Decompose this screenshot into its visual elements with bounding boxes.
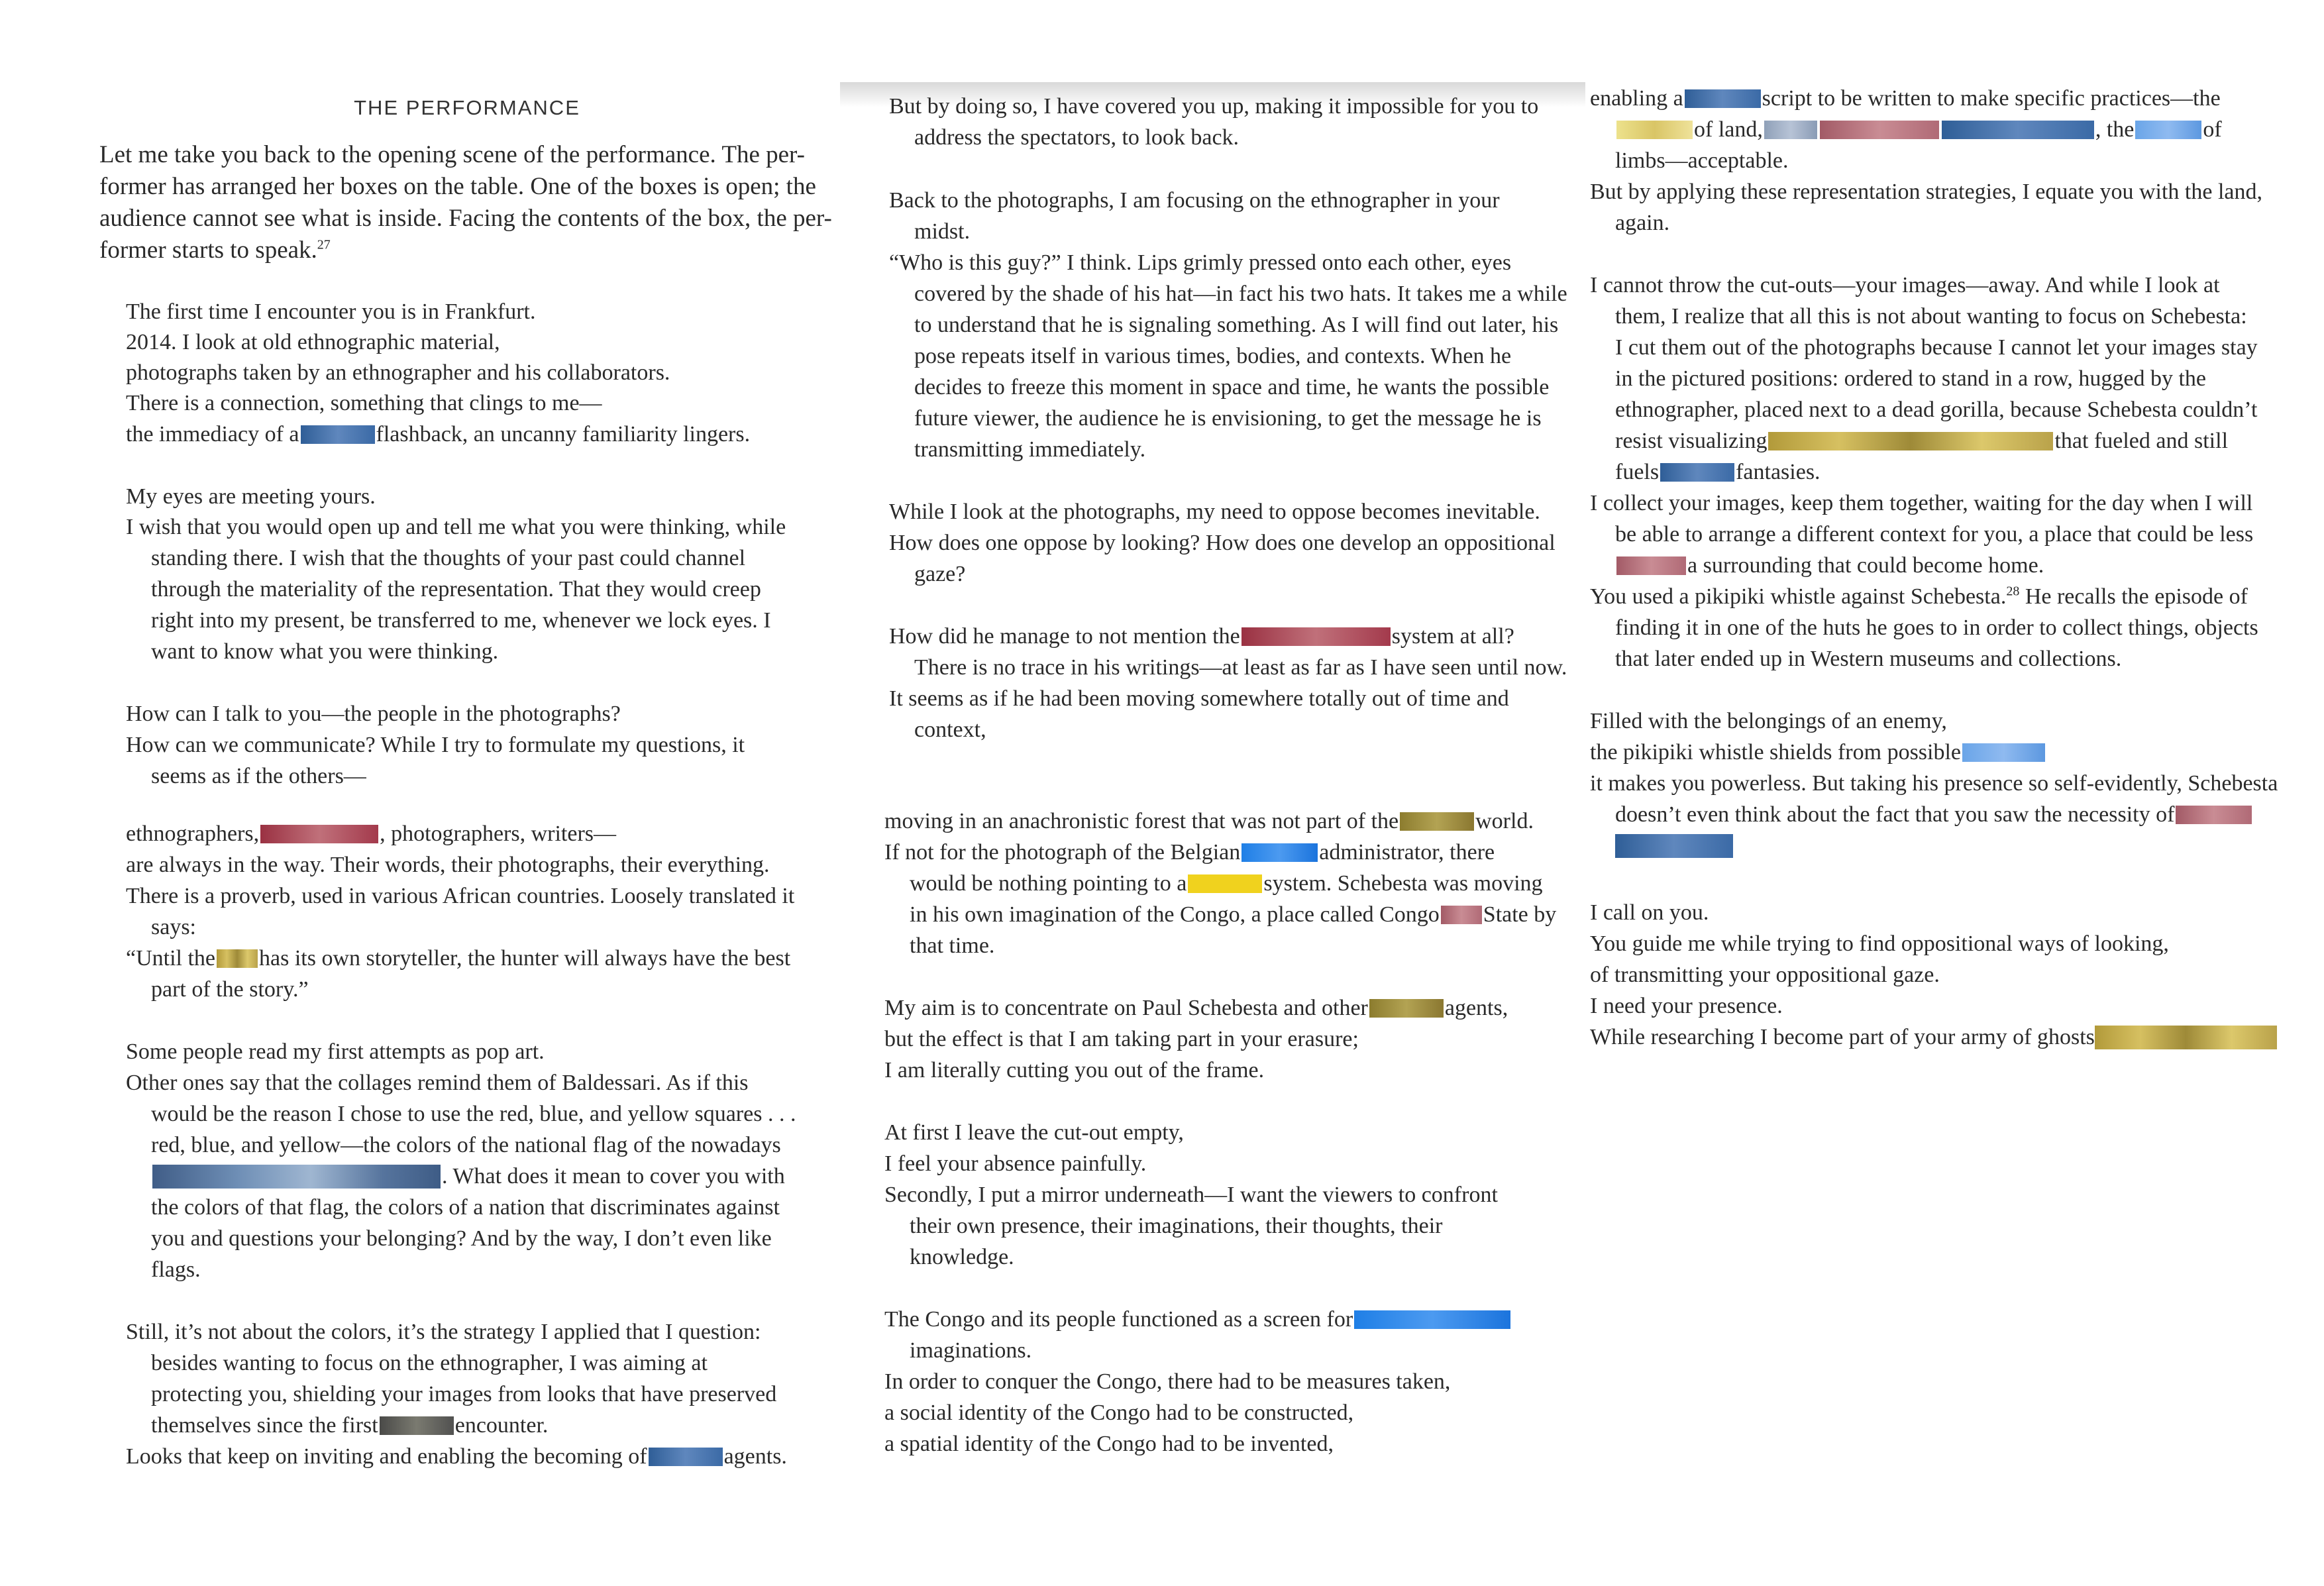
text-line: that later ended up in Western museums and collections. (1615, 647, 2122, 671)
text-fragment: agents, (1444, 996, 1508, 1020)
text-line: protecting you, shielding your images from looks that have preserved (151, 1382, 777, 1406)
text-fragment: flashback, an uncanny familiarity lingers. (376, 422, 751, 447)
text-fragment: the pikipiki whistle shields from possible (1590, 740, 1962, 765)
text-line: There is a proverb, used in various African countries. Loosely translated it (126, 884, 795, 908)
text-line: Filled with the belongings of an enemy, (1590, 709, 1947, 733)
photo-cutout (152, 1165, 441, 1189)
text-line (910, 869, 1587, 899)
photo-cutout (1188, 874, 1262, 893)
photo-cutout (1820, 121, 1939, 139)
text-line: I feel your absence painfully. (884, 1151, 1147, 1176)
text-line: a social identity of the Congo had to be constructed, (884, 1401, 1354, 1425)
text-line: But by applying these representation strategies, I equate you with the land, (1590, 180, 2263, 204)
text-line: gaze? (914, 562, 966, 586)
text-fragment: that fueled and still (2054, 429, 2229, 453)
photo-cutout (260, 825, 378, 843)
text-line: imaginations. (910, 1338, 1032, 1363)
text-line: It seems as if he had been moving somewhere totally out of time and (889, 686, 1509, 711)
text-fragment: in his own imagination of the Congo, a place called Congo (910, 902, 1440, 927)
text-line: Other ones say that the collages remind them of Baldessari. As if this (126, 1071, 749, 1095)
text-fragment: Looks that keep on inviting and enabling the becoming of (126, 1444, 647, 1469)
text-line: future viewer, the audience he is envisioning, to get the message he is (914, 406, 1542, 431)
text-line: There is a connection, something that clings to me— (126, 391, 602, 415)
photo-line (1615, 831, 2299, 861)
text-fragment: You used a pikipiki whistle against Schebesta. (1590, 584, 2007, 609)
text-fragment: My aim is to concentrate on Paul Schebesta and other (884, 996, 1368, 1020)
text-line: through the materiality of the representation. That they would creep (151, 577, 761, 602)
text-line: The first time I encounter you is in Frankfurt. (126, 299, 536, 324)
text-line (126, 819, 835, 849)
text-line (884, 1304, 1587, 1335)
text-fragment: doesn’t even think about the fact that you saw the necessity of (1615, 802, 2175, 827)
text-line: Some people read my first attempts as pop art. (126, 1039, 545, 1064)
text-line: be able to arrange a different context for you, a place that could be less (1615, 522, 2254, 547)
text-line (884, 806, 1587, 837)
text-fragment: moving in an anachronistic forest that was not part of the (884, 809, 1399, 833)
text-fragment: has its own storyteller, the hunter will always have the best (259, 946, 791, 971)
text-fragment: a surrounding that could become home. (1687, 553, 2044, 578)
text-line (884, 837, 1587, 868)
text-fragment: resist visualizing (1615, 429, 1768, 453)
text-line: “Who is this guy?” I think. Lips grimly pressed onto each other, eyes (889, 250, 1512, 275)
intro-line (99, 235, 835, 266)
text-fragment: enabling a (1590, 86, 1683, 111)
text-line: says: (151, 915, 196, 939)
text-line: context, (914, 717, 986, 742)
text-line: that time. (910, 933, 995, 958)
text-line (1590, 582, 2299, 612)
text-line: I cut them out of the photographs because I cannot let your images stay (1615, 335, 2258, 360)
text-line (1615, 426, 2299, 456)
text-line: Back to the photographs, I am focusing on the ethnographer in your (889, 188, 1500, 213)
text-fragment: The Congo and its people functioned as a screen for (884, 1307, 1353, 1332)
photo-cutout (1354, 1310, 1510, 1329)
text-line: part of the story.” (151, 977, 309, 1002)
text-line: of transmitting your oppositional gaze. (1590, 963, 1940, 987)
text-line: How can I talk to you—the people in the photographs? (126, 702, 621, 726)
photo-cutout (380, 1416, 454, 1435)
text-line (1615, 551, 2299, 581)
text-line: the colors of that flag, the colors of a nation that discriminates against (151, 1195, 780, 1220)
photo-cutout (2095, 1026, 2277, 1049)
text-line: to understand that he is signaling something. As I will find out later, his (914, 313, 1559, 337)
photo-cutout (1616, 121, 1693, 139)
text-line: I am literally cutting you out of the frame. (884, 1058, 1265, 1083)
photo-cutout (1400, 812, 1474, 831)
text-line: I wish that you would open up and tell me what you were thinking, while (126, 515, 786, 539)
section-heading: THE PERFORMANCE (354, 96, 580, 119)
photo-cutout (1369, 999, 1444, 1018)
photo-cutout (1241, 627, 1391, 646)
text-line (1615, 115, 2299, 145)
photo-cutout (1660, 463, 1734, 482)
text-fragment: administrator, there (1319, 840, 1495, 865)
photo-cutout (2176, 806, 2252, 824)
text-line: flags. (151, 1257, 201, 1282)
photo-cutout (649, 1448, 723, 1466)
text-fragment: . What does it mean to cover you with (442, 1164, 785, 1189)
text-fragment: of (2203, 117, 2222, 142)
text-line: My eyes are meeting yours. (126, 484, 376, 509)
text-line: would be the reason I chose to use the red, blue, and yellow squares . . . (151, 1102, 796, 1126)
photo-cutout (1768, 432, 2053, 450)
text-line: ethnographer, placed next to a dead gorilla, because Schebesta couldn’t (1615, 397, 2258, 422)
text-fragment: encounter. (454, 1413, 549, 1438)
text-line (1590, 737, 2299, 768)
text-line: them, I realize that all this is not about wanting to focus on Schebesta: (1615, 304, 2247, 329)
text-line: it makes you powerless. But taking his presence so self-evidently, Schebesta (1590, 771, 2278, 796)
text-line: You guide me while trying to find oppositional ways of looking, (1590, 931, 2169, 956)
photo-cutout (301, 425, 375, 444)
text-fragment: would be nothing pointing to a (910, 871, 1187, 896)
text-line: standing there. I wish that the thoughts of your past could channel (151, 546, 746, 570)
text-line: In order to conquer the Congo, there had to be measures taken, (884, 1369, 1451, 1394)
text-line: There is no trace in his writings—at least as far as I have seen until now. (914, 655, 1567, 680)
text-fragment: of land, (1694, 117, 1763, 142)
text-fragment: fantasies. (1736, 460, 1821, 484)
text-fragment: system at all? (1391, 624, 1514, 649)
text-line: in the pictured positions: ordered to stand in a row, hugged by the (1615, 366, 2207, 391)
text-line (151, 1410, 835, 1441)
text-line: are always in the way. Their words, their photographs, their everything. (126, 853, 770, 877)
text-fragment: themselves since the first (151, 1413, 378, 1438)
text-line: want to know what you were thinking. (151, 639, 499, 664)
text-fragment: world. (1475, 809, 1534, 833)
text-fragment: He recalls the episode of (2025, 584, 2248, 609)
footnote-marker: 27 (317, 237, 331, 252)
text-line: But by doing so, I have covered you up, making it impossible for you to (889, 94, 1539, 119)
text-fragment: , photographers, writers— (380, 821, 617, 846)
text-fragment: While researching I become part of your army of ghosts (1590, 1025, 2095, 1049)
text-line: I cannot throw the cut-outs—your images—away. And while I look at (1590, 273, 2220, 297)
text-line (884, 993, 1587, 1024)
text-line: again. (1615, 211, 1670, 235)
photo-cutout (1685, 89, 1761, 108)
intro-text: former starts to speak. (99, 237, 317, 264)
text-fragment: “Until the (126, 946, 216, 971)
text-line: pose repeats itself in various times, bodies, and contexts. When he (914, 344, 1512, 368)
text-line: transmitting immediately. (914, 437, 1146, 462)
text-line: I call on you. (1590, 900, 1709, 925)
text-line: At first I leave the cut-out empty, (884, 1120, 1184, 1145)
text-line (910, 900, 1587, 930)
photo-cutout (1764, 121, 1817, 139)
text-line: How does one oppose by looking? How does one develop an oppositional (889, 531, 1556, 555)
text-fragment: fuels (1615, 460, 1660, 484)
text-line (126, 943, 835, 974)
photo-cutout (1241, 843, 1318, 862)
text-line (126, 1442, 835, 1472)
text-fragment: How did he manage to not mention the (889, 624, 1240, 649)
text-fragment: agents. (723, 1444, 787, 1469)
intro-line: former has arranged her boxes on the table. One of the boxes is open; the (99, 173, 816, 200)
text-fragment: the immediacy of a (126, 422, 299, 447)
text-line: their own presence, their imaginations, their thoughts, their (910, 1214, 1443, 1238)
text-line (126, 419, 835, 450)
text-line: Still, it’s not about the colors, it’s the strategy I applied that I question: (126, 1320, 761, 1344)
text-line: red, blue, and yellow—the colors of the national flag of the nowadays (151, 1133, 781, 1157)
text-line (1615, 457, 2299, 488)
text-line (151, 1161, 835, 1192)
photo-cutout (1962, 743, 2045, 762)
text-fragment: system. Schebesta was moving (1263, 871, 1543, 896)
text-line: photographs taken by an ethnographer and his collaborators. (126, 360, 670, 385)
footnote-marker: 28 (2006, 584, 2020, 599)
text-line: knowledge. (910, 1245, 1014, 1269)
text-line: covered by the shade of his hat—in fact his two hats. It takes me a while (914, 282, 1567, 306)
text-line (1615, 800, 2299, 830)
text-line (1590, 83, 2299, 114)
text-line: a spatial identity of the Congo had to be invented, (884, 1432, 1334, 1456)
text-line: I collect your images, keep them together, waiting for the day when I will (1590, 491, 2253, 515)
text-line: but the effect is that I am taking part in your erasure; (884, 1027, 1359, 1051)
text-line: Secondly, I put a mirror underneath—I want the viewers to confront (884, 1183, 1498, 1207)
text-fragment: State by (1483, 902, 1557, 927)
photo-cutout (2135, 121, 2201, 139)
text-line: decides to freeze this moment in space and time, he wants the possible (914, 375, 1550, 399)
photo-cutout (1942, 121, 2094, 139)
text-line: address the spectators, to look back. (914, 125, 1240, 150)
text-line: While I look at the photographs, my need to oppose becomes inevitable. (889, 500, 1540, 524)
text-fragment: , the (2095, 117, 2135, 142)
text-line: finding it in one of the huts he goes to in order to collect things, objects (1615, 615, 2258, 640)
text-line: seems as if the others— (151, 764, 366, 788)
text-line: limbs—acceptable. (1615, 148, 1789, 173)
text-fragment: script to be written to make specific practices—the (1762, 86, 2221, 111)
text-line (889, 621, 1587, 652)
photo-cutout (217, 949, 258, 968)
intro-line: audience cannot see what is inside. Facing the contents of the box, the per- (99, 205, 832, 232)
text-line: How can we communicate? While I try to formulate my questions, it (126, 733, 745, 757)
text-line (1590, 1022, 2299, 1053)
intro-line: Let me take you back to the opening scene of the performance. The per- (99, 141, 805, 168)
text-line: besides wanting to focus on the ethnographer, I was aiming at (151, 1351, 708, 1375)
text-line: midst. (914, 219, 971, 244)
text-line: I need your presence. (1590, 994, 1783, 1018)
text-fragment: ethnographers, (126, 821, 260, 846)
photo-cutout (1616, 556, 1686, 575)
text-fragment: If not for the photograph of the Belgian (884, 840, 1241, 865)
text-line: right into my present, be transferred to me, whenever we lock eyes. I (151, 608, 771, 633)
text-line: you and questions your belonging? And by the way, I don’t even like (151, 1226, 772, 1251)
photo-cutout (1615, 834, 1733, 858)
text-line: 2014. I look at old ethnographic material, (126, 330, 500, 354)
photo-cutout (1441, 906, 1482, 924)
